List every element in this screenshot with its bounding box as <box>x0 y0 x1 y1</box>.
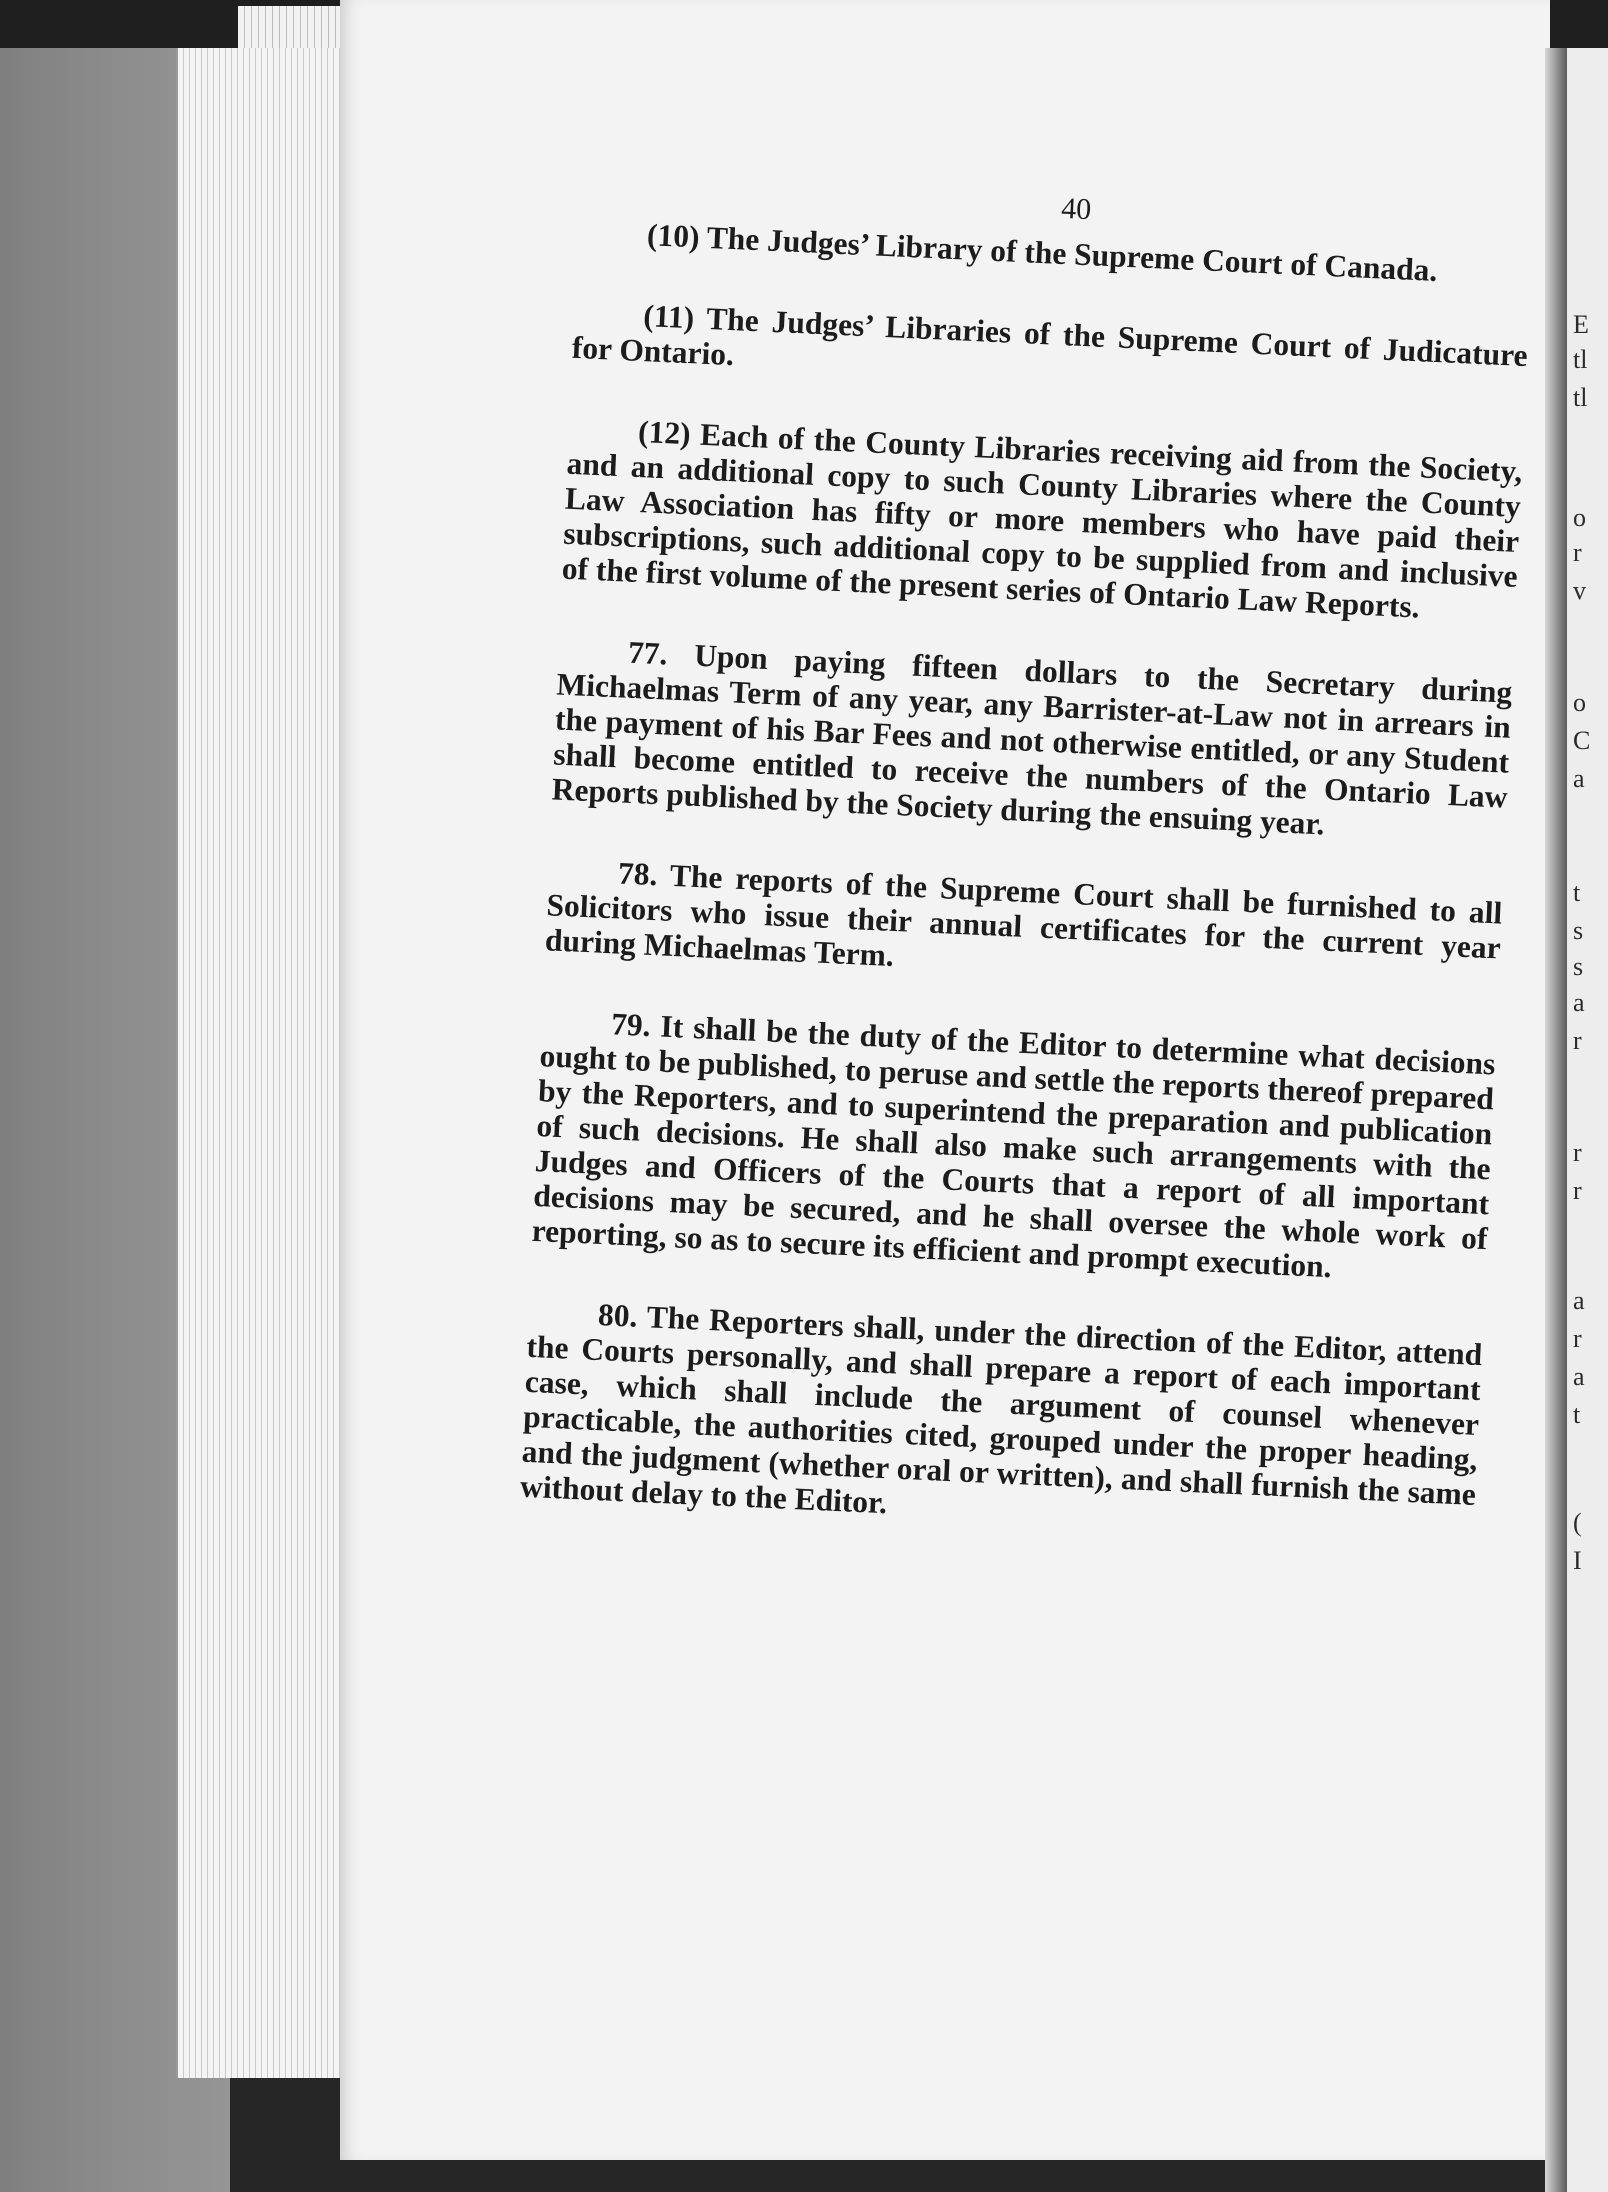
facing-page-fragment: r <box>1573 538 1582 567</box>
facing-page-fragment: t <box>1573 1400 1581 1429</box>
facing-page-fragment: r <box>1573 1176 1582 1205</box>
section-80: 80. The Reporters shall, under the direction of the Editor, attend the Courts personally, and shall prepare a report of each important case, which shall include the argument of counsel whenever practicable, the authorities cited, grouped under the proper heading, and the judgment (whether oral or written), and shall furnish the same without delay to the Editor. <box>519 1297 1483 1521</box>
facing-page-fragment: r <box>1573 1026 1582 1055</box>
paragraph-10: (10) The Judges’ Library of the Supreme Court of Canada. <box>646 217 1439 288</box>
facing-page-fragment: a <box>1573 1362 1585 1391</box>
facing-page-fragment: I <box>1573 1546 1582 1575</box>
facing-page-fragment: o <box>1573 503 1586 532</box>
facing-page-fragment: s <box>1573 952 1584 981</box>
paragraph-12: (12) Each of the County Libraries receiving aid from the Society, and an additional copy to such County Libraries where the County Law Association has fifty or more members who have paid their subscriptions, such additional copy to be supplied from and inclusive of the first volume of the present series of Ontario Law Reports. <box>561 413 1524 625</box>
facing-page-fragment: t <box>1573 878 1581 907</box>
facing-page-fragment: C <box>1573 726 1591 755</box>
page-text <box>517 170 1534 1593</box>
facing-page-fragment: a <box>1573 988 1585 1017</box>
facing-page-fragment: r <box>1573 1138 1582 1167</box>
facing-page-fragment: s <box>1573 916 1584 945</box>
facing-page-fragment: ( <box>1573 1508 1582 1537</box>
book-gutter <box>1545 48 1567 2192</box>
facing-page-fragment: a <box>1573 764 1585 793</box>
paragraph-11: (11) The Judges’ Libraries of the Supreme Court of Judicature for Ontario. <box>571 298 1529 374</box>
facing-page-fragment: tl <box>1573 383 1588 412</box>
facing-page-fragment: o <box>1573 688 1586 717</box>
facing-page-fragment: v <box>1573 576 1586 605</box>
facing-page-fragment: r <box>1573 1324 1582 1353</box>
facing-page-fragment: a <box>1573 1286 1585 1315</box>
facing-page-fragment: E <box>1573 310 1589 339</box>
section-79: 79. It shall be the duty of the Editor to determine what decisions ought to be published, to peruse and settle the reports thereof prepared by the Reporters, and to superintend the preparation and publication of such decisions. He shall also make such arrangements with the Judges and Officers of the Courts that a report of all important decisions may be secured, and he shall oversee the whole work of reporting, so as to secure its efficient and prompt execution. <box>531 1006 1497 1285</box>
page-number: 40 <box>1060 191 1092 227</box>
section-77: 77. Upon paying fifteen dollars to the Secretary during Michaelmas Term of any year, any Barrister-at-Law not in arrears in the payment of his Bar Fees and not otherwise entitled, or any Student shall become entitled to receive the numbers of the Ontario Law Reports published by the Society during the ensuing year. <box>551 634 1514 842</box>
facing-page-edge <box>1567 48 1608 2192</box>
facing-page-fragment: tl <box>1573 345 1588 374</box>
section-78: 78. The reports of the Supreme Court shall be furnished to all Solicitors who issue their annual certificates for the current year during Michaelmas Term. <box>544 855 1504 974</box>
